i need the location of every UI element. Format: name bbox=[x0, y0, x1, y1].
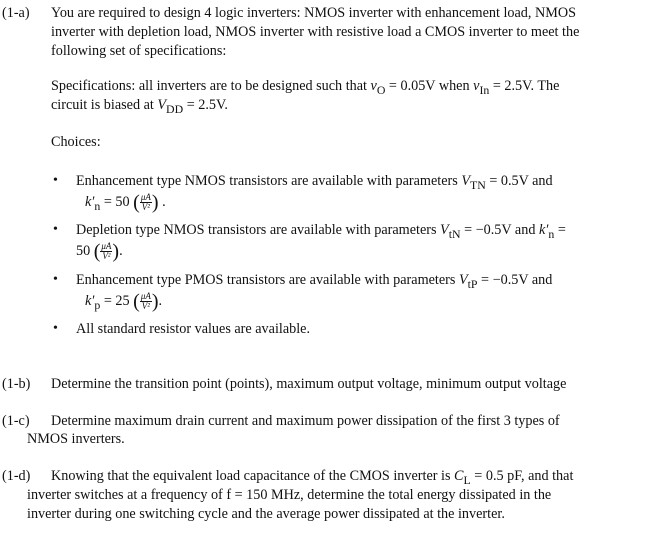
bullet-3-line-2: $k'_p = 25$ ( $\frac{\mu A}{\text{V²}}$ ). bbox=[85, 290, 163, 313]
bullet-2-line-1: Depletion type NMOS transistors are available with parameters $V_{tN} = -0.5V$ and $k'_n$ = bbox=[76, 222, 566, 241]
part-d-label: (1-d) bbox=[2, 468, 31, 484]
bullet-4-marker: • bbox=[53, 321, 58, 336]
bullet-4-text: All standard resistor values are available. bbox=[76, 321, 311, 337]
part-b-label: (1-b) bbox=[2, 376, 31, 392]
part-d-line-1: Knowing that the equivalent load capacitance of the CMOS inverter is $C_L = 0.5$ pF, and that bbox=[51, 468, 574, 487]
bullet-2-marker: • bbox=[53, 222, 58, 237]
part-c-label: (1-c) bbox=[2, 413, 30, 429]
part-d-line-2: inverter switches at a frequency of f = 150 MHz, determine the total energy dissipated in the bbox=[27, 487, 552, 503]
specifications-line-2: circuit is biased at $V_{DD} = 2.5V$. bbox=[51, 97, 228, 116]
part-a-line-3: following set of specifications: bbox=[51, 43, 227, 59]
choices-label: Choices: bbox=[51, 134, 101, 150]
part-b-text: Determine the transition point (points), maximum output voltage, minimum output voltage bbox=[51, 376, 567, 392]
part-d-line-3: inverter during one switching cycle and the average power dissipated at the inverter. bbox=[27, 506, 505, 522]
part-a-line-1: You are required to design 4 logic inverters: NMOS inverter with enhancement load, NMOS bbox=[51, 5, 576, 21]
bullet-1-line-1: Enhancement type NMOS transistors are available with parameters $V_{TN} = 0.5V$ and bbox=[76, 173, 553, 192]
part-c-line-1: Determine maximum drain current and maximum power dissipation of the first 3 types of bbox=[51, 413, 560, 429]
bullet-1-line-2: $k'_n = 50$ ( $\frac{\mu A}{\text{V²}}$ ) . bbox=[85, 191, 166, 214]
part-c-line-2: NMOS inverters. bbox=[27, 431, 125, 447]
unit-fraction: $\frac{\mu A}{\text{V²}}$ bbox=[140, 192, 151, 213]
unit-fraction: $\frac{\mu A}{\text{V²}}$ bbox=[140, 291, 151, 312]
unit-fraction: $\frac{\mu A}{\text{V²}}$ bbox=[101, 241, 112, 262]
part-a-label: (1-a) bbox=[2, 5, 30, 21]
part-a-line-2: inverter with depletion load, NMOS inverter with resistive load a CMOS inverter to meet the bbox=[51, 24, 580, 40]
bullet-3-line-1: Enhancement type PMOS transistors are available with parameters $V_{tP} = -0.5V$ and bbox=[76, 272, 553, 291]
bullet-1-marker: • bbox=[53, 173, 58, 188]
bullet-3-marker: • bbox=[53, 272, 58, 287]
specifications-line-1: Specifications: all inverters are to be designed such that $v_O = 0.05V$ when $v_{In} = 2.5V$. The bbox=[51, 78, 560, 97]
bullet-2-line-2: 50 ( $\frac{\mu A}{\text{V²}}$ ). bbox=[76, 240, 123, 263]
